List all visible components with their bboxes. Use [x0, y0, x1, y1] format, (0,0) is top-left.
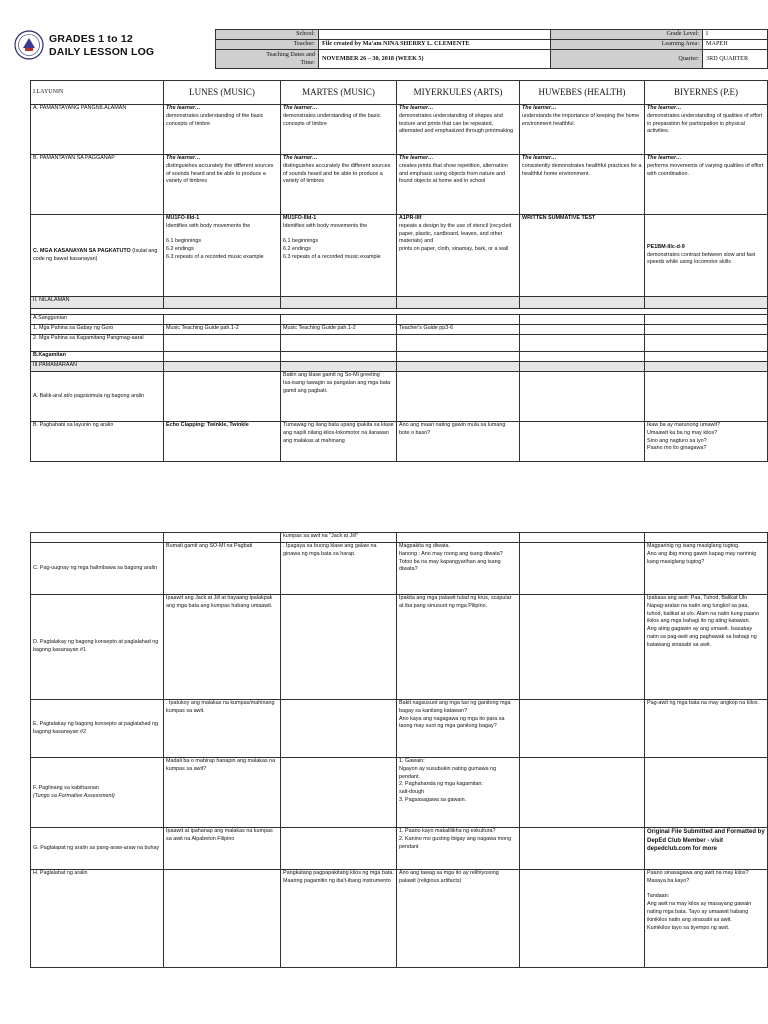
cell-rb-biyernes: Ikaw ba ay marunong umawit? Umaawit ka ba ng may kilos? Sino ang nagturo sa iyo? Paano mo ito ginagawa?	[645, 422, 768, 462]
table-row	[31, 422, 768, 462]
empty-cell	[164, 352, 281, 362]
empty-cell	[397, 372, 520, 422]
table-row	[31, 700, 768, 758]
empty-cell	[520, 828, 645, 870]
cell-b-biyernes	[645, 155, 768, 215]
table-row	[31, 758, 768, 828]
cell-a-martes	[281, 105, 397, 155]
competency-code: A1PR-IIIf	[399, 215, 422, 221]
cell-b-miyerkules	[397, 155, 520, 215]
cell-a-biyernes	[645, 105, 768, 155]
cell-rg-biyernes: Original File Submitted and Formatted by DepEd Club Member - visit depedclub.com for more	[645, 828, 768, 870]
cell-text: distinguishes accurately the different sources of sounds heard and be able to produce a variety of timbres	[166, 162, 274, 185]
dates-label	[216, 50, 319, 69]
empty-cell	[520, 870, 645, 968]
cell-heading: The learner…	[166, 105, 201, 111]
cell-c-huwebes: WRITTEN SUMMATIVE TEST	[520, 215, 645, 297]
quarter-value: 3RD QUARTER	[703, 50, 768, 69]
empty-cell	[520, 700, 645, 758]
table-row	[31, 595, 768, 700]
cell-rb-martes: Tumawag ng ilang bata upang ipakita sa klase ang napili nilang kilos-lokomotor na ilarawan ang malakas at mahinang	[281, 422, 397, 462]
cell-a-miyerkules	[397, 105, 520, 155]
cell-c-lunes	[164, 215, 281, 297]
cell-text: demonstrates understanding of qualities of effort in preparation for participation in physical activities.	[647, 112, 763, 135]
empty-cell	[645, 758, 768, 828]
col-header-miyerkules: MIYERKULES (ARTS)	[397, 81, 520, 105]
cell-rc-biyernes: Magparinig ng isang masiglang tugtog. Ano ang ibig mong gawin kapag may naririnig kang masiglang tugtog?	[645, 543, 768, 595]
deped-seal-icon	[14, 30, 44, 60]
empty-cell	[164, 335, 281, 352]
empty-cell	[281, 758, 397, 828]
row-label-sub: (Isulat ang code ng bawat kasanayan)	[33, 247, 158, 262]
empty-cell	[397, 533, 520, 543]
cell-c-martes	[281, 215, 397, 297]
col-header-layunin: I.LAYUNIN	[31, 81, 164, 105]
dates-label-line-1: Teaching Dates and	[266, 51, 315, 59]
row-label-balik-aral: A. Balik-aral at/o pagsisimula ng bagong aralin	[31, 372, 164, 422]
empty-cell	[520, 758, 645, 828]
row-label-kagamitang-pangmag-aaral: 2. Mga Pahina sa Kagamitang Pangmag-aaral	[31, 335, 164, 352]
empty-cell	[281, 828, 397, 870]
cell-rd-biyernes: Ipabasa ang awit: Paa, Tuhod, Balikat Ulo Napag-aralan na natin ang tungkol sa paa, tuhod, balikat at ulo. Alam na natin kung paano ikilos ang mga bahagi ito ng ating katawan. Ang ating gagawin ay ang umawit. Isasabay natin sa pag-awit ang paghawak sa bahagi ng katawang sinasabi sa awit.	[645, 595, 768, 700]
cell-text: Identifies with body movements the 6.1 beginnings 6.2 endings 6.3 repeats of a recorded music example	[166, 222, 264, 261]
empty-cell	[281, 315, 397, 325]
row-label-pamantayang-pangnilalaman: A. PAMANTAYANG PANGNILALAMAN	[31, 105, 164, 155]
empty-cell	[397, 352, 520, 362]
cell-rd-miyerkules: Ipakita ang mga palawit tulad ng krus, scapular at iba pang sinusuot ng mga Pilipino.	[397, 595, 520, 700]
cell-heading: The learner…	[522, 105, 557, 111]
cell-text: demonstrates understanding of shapes and texture and prints that can be repeated, alternated and emphasized through printmaking	[399, 112, 514, 135]
section-pamamaraan: III.PAMAMARAAN	[31, 362, 164, 372]
cell-text: demonstrates contrast between slow and fast speeds while using locomotor skills	[647, 251, 756, 266]
cell-heading: The learner…	[647, 105, 682, 111]
cell-rg-miyerkules: 1. Paano kayo makalilikha ng eskultura? 2. Kanino mo gusting ibigay ang nagawa mong pendant	[397, 828, 520, 870]
cell-heading: The learner…	[166, 155, 201, 161]
competency-code: MU1FO-IIId-1	[166, 215, 200, 221]
row-label-pagtalakay-1: D. Pagtalakay ng bagong konsepto at paglalahad ng bagong kasanayan #1	[31, 595, 164, 700]
table-row	[31, 543, 768, 595]
cell-heading: The learner…	[283, 105, 318, 111]
table-row	[31, 325, 768, 335]
empty-cell	[31, 533, 164, 543]
cell-rc-lunes: Bumati gamit ang SO-MI na Pagbati	[164, 543, 281, 595]
row-label-main: C. MGA KASANAYAN SA PAGKATUTO	[33, 247, 131, 254]
cell-re-biyernes: Pag-awit ng mga bata na may angkop na kilos.	[645, 700, 768, 758]
empty-cell	[520, 422, 645, 462]
empty-cell	[281, 335, 397, 352]
table-row	[31, 155, 768, 215]
header-info-table	[215, 29, 768, 69]
cell-a-huwebes	[520, 105, 645, 155]
cell-text: repeats a design by the use of stencil (recycled paper, plastic, cardboard, leaves, and other materials) and prints on paper, cloth, sinamay, bark, or a wall	[399, 222, 512, 253]
empty-cell	[520, 372, 645, 422]
area-label: Learning Area:	[551, 40, 703, 50]
empty-cell	[164, 315, 281, 325]
table-row	[31, 372, 768, 422]
row-label-pamantayan-sa-pagganap: B. PAMANTAYAN SA PAGGANAP	[31, 155, 164, 215]
empty-cell	[645, 315, 768, 325]
row-label-paglalahat: H. Paglalahat ng aralin	[31, 870, 164, 968]
cell-rb-lunes: Echo Clapping: Twinkle, Twinkle	[164, 422, 281, 462]
cell-text: demonstrates understanding of the basic concepts of timbre	[166, 112, 264, 127]
grade-label: Grade Level:	[551, 30, 703, 40]
empty-cell	[645, 533, 768, 543]
empty-cell	[164, 533, 281, 543]
empty-cell	[520, 297, 645, 309]
competency-code: MU1FO-IIId-1	[283, 215, 317, 221]
competency-code: PE1BM-IIIc-d-9	[647, 243, 685, 250]
cell-heading: The learner…	[399, 105, 434, 111]
cell-r1-lunes: Music Teaching Guide pah.1-2	[164, 325, 281, 335]
empty-cell	[397, 315, 520, 325]
empty-cell	[281, 362, 397, 372]
cell-text: performs movements of varying qualities of effort with coordination.	[647, 162, 764, 177]
table-row	[31, 533, 768, 543]
cell-rg-lunes: Ipaawit at ipahanap ang malakas na kumpas sa awit na Alpabeton Filipino	[164, 828, 281, 870]
empty-cell	[281, 297, 397, 309]
empty-cell	[520, 352, 645, 362]
row-label-paglalapat: G. Paglalapat ng aralin sa pang-araw-araw na buhay	[31, 828, 164, 870]
grade-value: I	[703, 30, 768, 40]
cell-b-martes	[281, 155, 397, 215]
empty-cell	[520, 335, 645, 352]
teacher-label: Teacher:	[216, 40, 319, 50]
empty-cell	[645, 362, 768, 372]
cell-text: understands the importance of keeping the home environment healthful.	[522, 112, 640, 127]
title-line-1: GRADES 1 to 12	[49, 33, 133, 45]
cell-rf-lunes: Madali ba o mahirap hanapin ang malakas na kumpas sa awit?	[164, 758, 281, 828]
cell-rd-lunes: Ipaawit ang Jack at Jill at hayaang ipalakpak ang mga bata ang kumpas habang umaawit.	[164, 595, 281, 700]
table-row	[31, 828, 768, 870]
cell-heading: The learner…	[647, 155, 682, 161]
document-title	[49, 33, 154, 58]
empty-cell	[520, 533, 645, 543]
cell-ra-martes: Batiin ang klase gamit ng So-Mi greeting Isa-isang tawagin sa pangalan ang mga bata gamit ang pagbati.	[281, 372, 397, 422]
col-header-martes: MARTES (MUSIC)	[281, 81, 397, 105]
cell-rh-miyerkules: Ano ang tawag sa mga ito ay relihiyosong palawit (religious artifacts)	[397, 870, 520, 968]
empty-cell	[397, 362, 520, 372]
school-value	[319, 30, 551, 40]
cell-re-lunes: . Ipatukoy ang malakas na kumpas/mahinang kumpas sa awit.	[164, 700, 281, 758]
table-row	[31, 215, 768, 297]
area-value: MAPEH	[703, 40, 768, 50]
cell-rc-martes: . Ipagaya sa buong klase ang galaw na ginawa ng mga bata sa harap.	[281, 543, 397, 595]
empty-cell	[645, 335, 768, 352]
empty-cell	[164, 870, 281, 968]
empty-cell	[520, 325, 645, 335]
row-label-paglinang	[31, 758, 164, 828]
cell-heading: The learner…	[283, 155, 318, 161]
cell-rf-miyerkules: 1. Gawain: Ngayon ay susubukin nating gumawa ng pendant. 2. Paghahanda ng mga kagamitan: salt-dough 3. Pagsasagawa sa gawain.	[397, 758, 520, 828]
col-header-biyernes: BIYERNES (P.E)	[645, 81, 768, 105]
dates-label-line-2: Time:	[300, 59, 315, 66]
col-header-lunes: LUNES (MUSIC)	[164, 81, 281, 105]
cell-b-huwebes	[520, 155, 645, 215]
cell-text: demonstrates understanding of the basic concepts of timbre	[283, 112, 381, 127]
cell-c-biyernes	[645, 215, 768, 297]
quarter-label: Quarter:	[551, 50, 703, 69]
empty-cell	[520, 362, 645, 372]
empty-cell	[520, 595, 645, 700]
lesson-log-table-top	[30, 80, 768, 462]
cell-text: Identifies with body movements the 6.1 beginnings 6.2 endings 6.3 repeats of a recorded music example	[283, 222, 381, 261]
empty-cell	[645, 352, 768, 362]
cell-text: consistently demonstrates healthful practices for a healthful home environment.	[522, 162, 642, 177]
cell-rh-martes: Pangkatang pagpapakitang kilos ng mga bata. Maaring pagamitin ng iba't-ibang instrumento	[281, 870, 397, 968]
row-label-pagtalakay-2: E. Pagtalakay ng bagong konsepto at paglalahad ng bagong kasanayan #2	[31, 700, 164, 758]
empty-cell	[281, 352, 397, 362]
empty-cell	[164, 372, 281, 422]
row-label-gabay-ng-guro: 1. Mga Pahina sa Gabay ng Guro	[31, 325, 164, 335]
row-label-sub: (Tungo sa Formative Assessment)	[33, 792, 115, 799]
cell-rb-miyerkules: Ano ang maari nating gawin mula sa lumang bote o baso?	[397, 422, 520, 462]
dates-value: NOVEMBER 26 – 30, 2018 (WEEK 5)	[319, 50, 551, 69]
cell-r1-martes: Music Teaching Guide pah.1-2	[281, 325, 397, 335]
cell-text: distinguishes accurately the different sources of sounds heard and be able to produce a variety of timbres	[283, 162, 391, 185]
empty-cell	[520, 315, 645, 325]
title-line-2: DAILY LESSON LOG	[49, 45, 155, 58]
cell-re-miyerkules: Bakit nagsusuot ang mga tao ng ganitong mga bagay sa kanilang katawan? Ano kaya ang nagagawa ng mga ito para sa taong may suot ng mga ganitong bagay?	[397, 700, 520, 758]
table-row	[31, 335, 768, 352]
empty-cell	[645, 372, 768, 422]
row-label-kasanayan	[31, 215, 164, 297]
empty-cell	[397, 297, 520, 309]
cell-heading: The learner…	[399, 155, 434, 161]
school-label: School:	[216, 30, 319, 40]
table-row	[31, 105, 768, 155]
cell-rh-biyernes: Paano sinasagawa ang awit na may kilos? Masaya ba kayo? Tandaan: Ang awit na may kilos ay masayang gawain nating mga bata. Tayo ay umaawit habang ikinikilos natin ang sinasabi sa awit. Kumikilos tayo sa tiyempo ng awit.	[645, 870, 768, 968]
cell-text: creates prints that show repetition, alternation and emphasis using objects from nature and found objects at home and in school	[399, 162, 508, 185]
empty-cell	[397, 335, 520, 352]
row-label-paghahabi: B. Paghahabi sa layunin ng aralin	[31, 422, 164, 462]
empty-cell	[164, 297, 281, 309]
section-sanggunian: A.Sanggunian	[31, 315, 164, 325]
row-label-main: F. Paglinang sa kabihasnan	[33, 784, 99, 791]
empty-cell	[281, 595, 397, 700]
teacher-value: File created by Ma'am NINA SHERRY L. CLEMENTE	[319, 40, 551, 50]
empty-cell	[645, 297, 768, 309]
cell-r1-miyerkules: Teacher's Guide pp3-6	[397, 325, 520, 335]
cell-rc-miyerkules: Magpakita ng diwata. Itanong : Ano may roong ang isang diwata? Totoo ba na may kapangyarihan ang isang diwata?	[397, 543, 520, 595]
empty-cell	[164, 362, 281, 372]
cell-cont-martes: kumpas sa awit na "Jack at Jill"	[281, 533, 397, 543]
table-row	[31, 870, 768, 968]
row-label-pag-uugnay: C. Pag-uugnay ng mga halimbawa sa bagong aralin	[31, 543, 164, 595]
lesson-log-table-bottom	[30, 532, 768, 968]
section-nilalaman: II. NILALAMAN	[31, 297, 164, 309]
empty-cell	[520, 543, 645, 595]
cell-heading: The learner…	[522, 155, 557, 161]
cell-c-miyerkules	[397, 215, 520, 297]
cell-a-lunes	[164, 105, 281, 155]
section-kagamitan: B.Kagamitan	[31, 352, 164, 362]
empty-cell	[645, 325, 768, 335]
cell-b-lunes	[164, 155, 281, 215]
empty-cell	[281, 700, 397, 758]
col-header-huwebes: HUWEBES (HEALTH)	[520, 81, 645, 105]
